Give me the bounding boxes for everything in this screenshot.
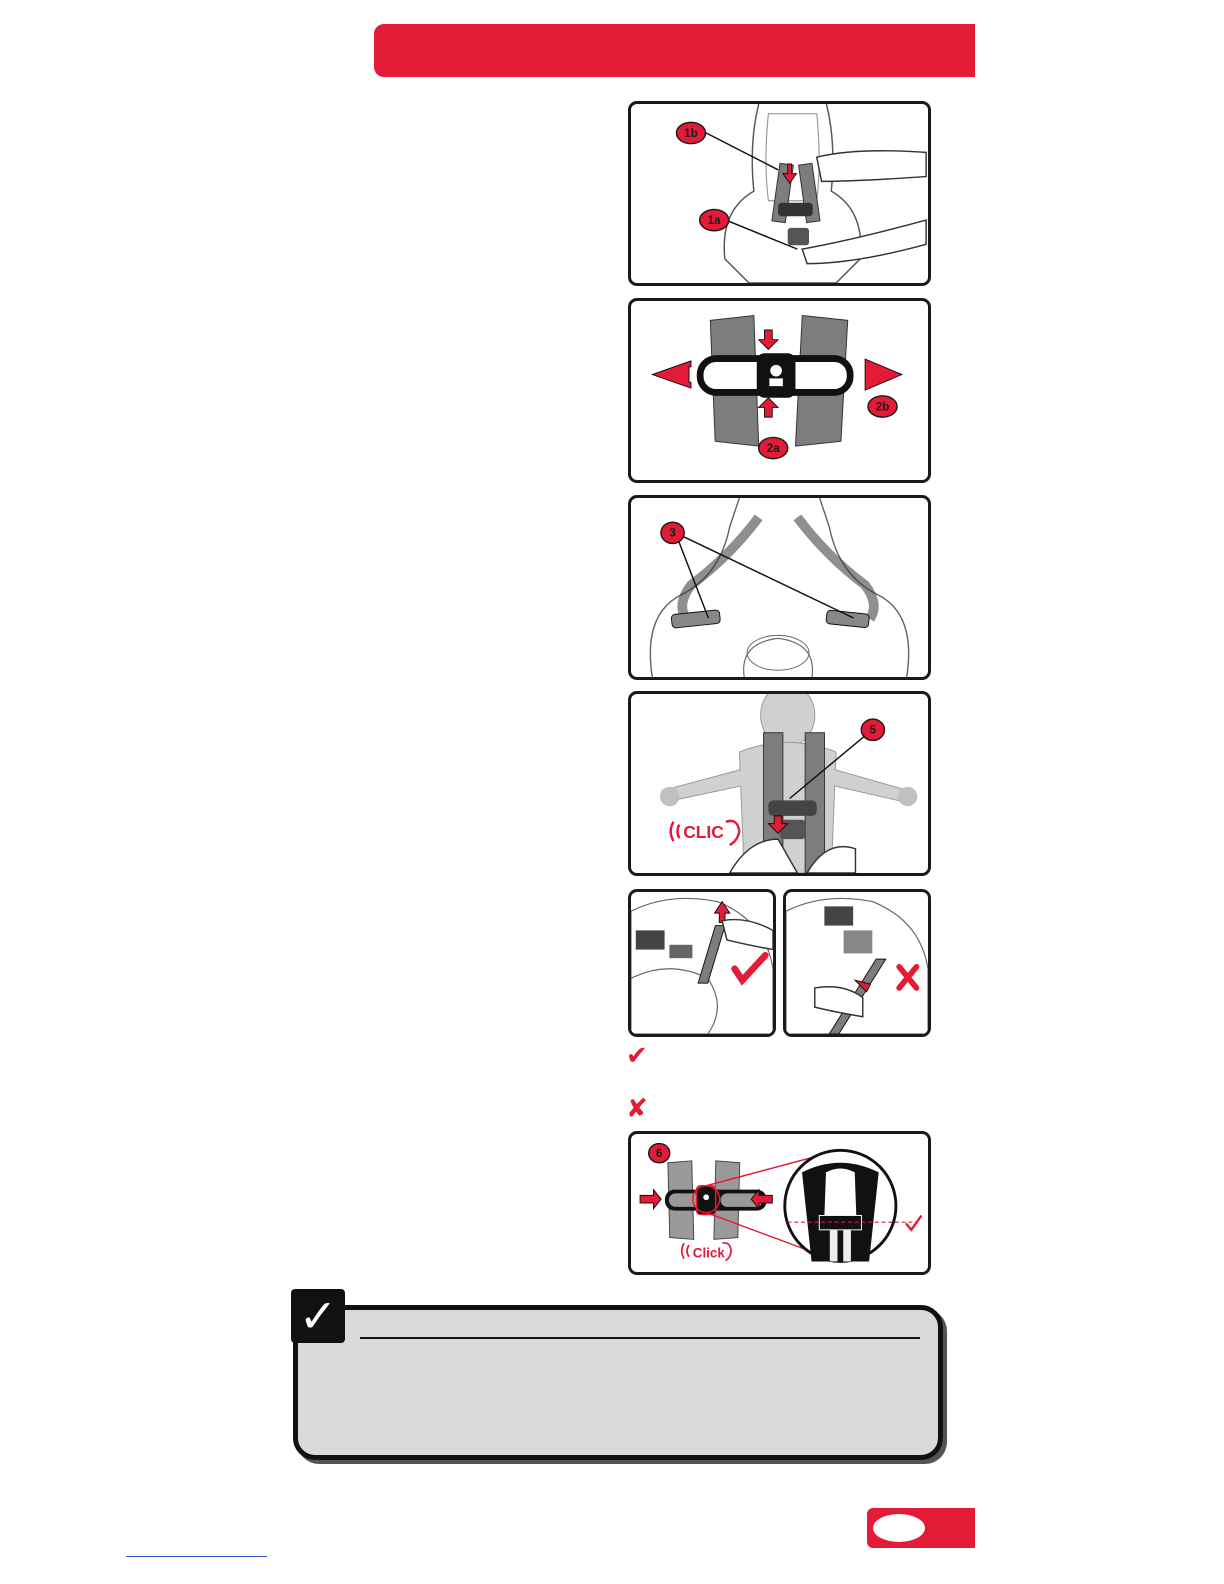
- sound-icon: [682, 1243, 689, 1258]
- figure-4-panel: [628, 691, 931, 876]
- figure-3-panel: [628, 495, 931, 680]
- callout-1a-text: 1a: [707, 213, 721, 227]
- figure-6-panel: [628, 1131, 931, 1275]
- callout-2a-text: 2a: [766, 441, 780, 455]
- figure-5-left-illustration: [631, 892, 773, 1034]
- figure-2-illustration: [631, 301, 928, 480]
- figure-1-illustration: [631, 104, 928, 283]
- height-check-icon: [906, 1216, 920, 1229]
- figure-1-panel: [628, 101, 931, 286]
- sound-icon: [671, 822, 680, 841]
- figure-6-illustration: [631, 1134, 928, 1272]
- figure-5-left-panel: [628, 889, 776, 1037]
- note-box: [293, 1305, 943, 1460]
- clic-label: CLIC: [683, 822, 724, 843]
- page-number-oval: [871, 1512, 927, 1544]
- figure-5-right-illustration: [786, 892, 928, 1034]
- callout-5-text: 5: [869, 723, 877, 737]
- figure-5-right-panel: [783, 889, 931, 1037]
- checkmark-icon: ✓: [291, 1289, 345, 1343]
- callout-3-text: 3: [669, 526, 676, 540]
- callout-2b-text: 2b: [875, 400, 890, 414]
- footer-rule: [126, 1556, 267, 1557]
- figure-3-illustration: [631, 498, 928, 677]
- header-bar: [374, 24, 975, 77]
- legend-check-icon: ✔: [626, 1041, 648, 1071]
- ear-icon: [726, 821, 740, 845]
- figure-2-panel: [628, 298, 931, 483]
- callout-6-text: 6: [656, 1148, 663, 1160]
- figure-4-illustration: [631, 694, 928, 873]
- legend-cross-icon: ✘: [626, 1094, 648, 1124]
- note-divider: [360, 1337, 920, 1339]
- callout-1b-text: 1b: [684, 126, 698, 140]
- click-label: Click: [692, 1245, 725, 1261]
